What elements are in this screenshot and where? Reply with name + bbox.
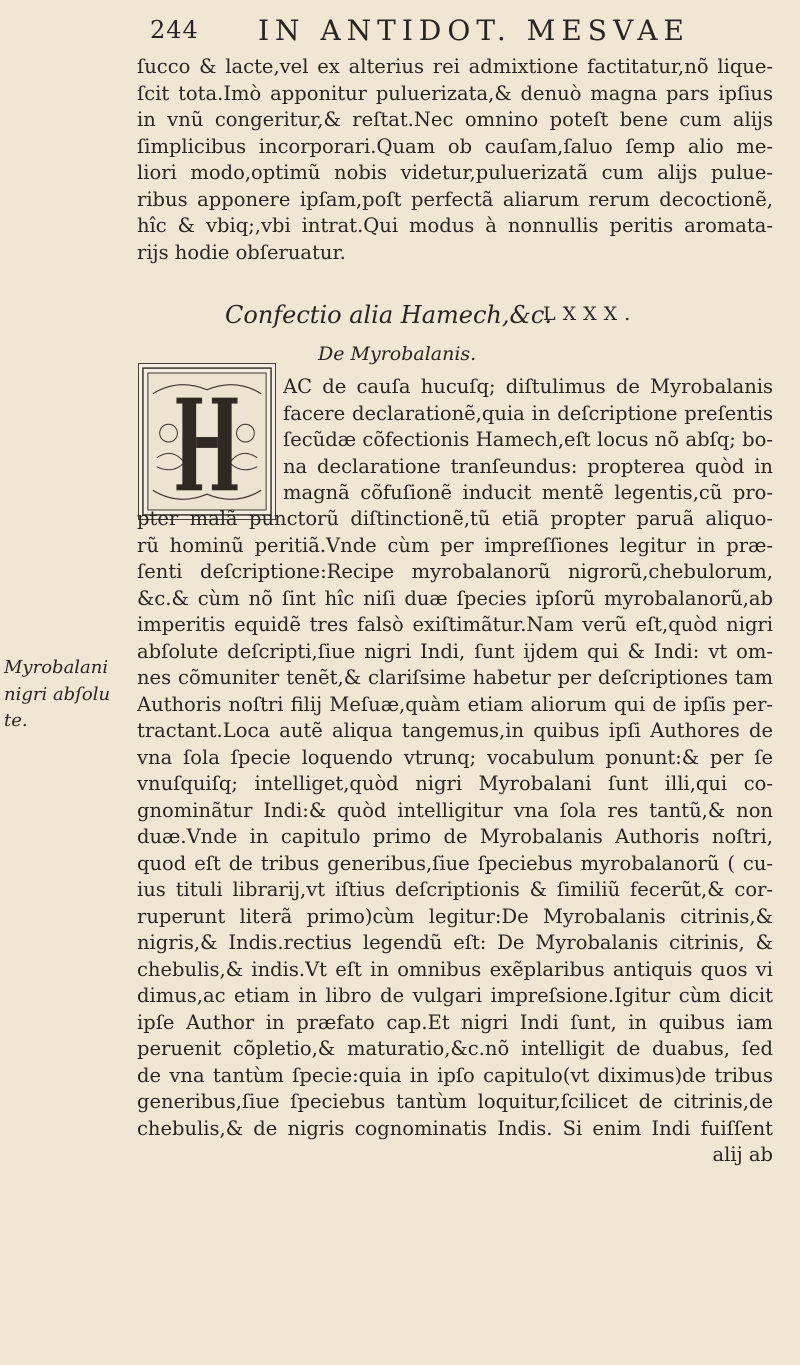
section-title: Confectio alia Hamech,&c. bbox=[225, 301, 552, 329]
margin-note-line: te. bbox=[4, 710, 28, 731]
text-line: dimus,ac etiam in libro de vulgari impreſsione.Igitur cùm dicit bbox=[137, 984, 773, 1007]
text-line: vna ſola ſpecie loquendo vtrunq; vocabulum ponunt:& per ſe bbox=[137, 745, 773, 769]
text-line: rijs hodie obſeruatur. bbox=[137, 240, 346, 264]
text-line: ipſe Author in præfato cap.Et nigri Indi ſunt, in quibus iam bbox=[137, 1010, 773, 1034]
text-line: facere declarationẽ,quia in deſcriptione preſentis bbox=[283, 401, 773, 425]
text-line: abſolute deſcripti,ſiue nigri Indi, ſunt ijdem qui & Indi: vt om- bbox=[137, 639, 773, 663]
main-text bbox=[137, 506, 773, 1142]
paragraph-top bbox=[137, 54, 773, 266]
catchword: alij ab bbox=[712, 1143, 773, 1166]
margin-note bbox=[4, 655, 134, 735]
text-line: ſcit tota.Imò apponitur puluerizata,& denuò magna pars ipſius bbox=[137, 81, 773, 105]
text-line: chebulis,& indis.Vt eſt in omnibus exẽplaribus antiquis quos vi bbox=[137, 957, 773, 981]
text-line: na declaratione tranſeundus: propterea quòd in bbox=[283, 454, 773, 478]
text-line: liori modo,optimũ nobis videtur,puluerizatã cum alijs pulue- bbox=[137, 161, 773, 184]
text-line: duæ.Vnde in capitulo primo de Myrobalanis Authoris noſtri, bbox=[137, 825, 773, 848]
lines-beside-initial bbox=[283, 374, 773, 507]
text-line: peruenit cõpletio,& maturatio,&c.nõ intelligit de duabus, ſed bbox=[137, 1037, 773, 1060]
text-line: ſimplicibus incorporari.Quam ob cauſam,ſaluo ſemp alio me- bbox=[137, 134, 773, 158]
text-line: in vnũ congeritur,& reſtat.Nec omnino poteſt bene cum alijs bbox=[137, 108, 773, 131]
text-line: gnominãtur Indi:& quòd intelligitur vna ſola res tantũ,& non bbox=[137, 798, 773, 822]
text-line: ius tituli librarij,vt iſtius deſcriptionis & ſimiliũ fecerũt,& cor- bbox=[137, 878, 773, 901]
text-line: imperitis equidẽ tres falsò exiſtimãtur.Nam verũ eſt,quòd nigri bbox=[137, 613, 773, 636]
woodcut-initial-icon bbox=[139, 364, 275, 519]
text-line: Authoris noſtri filij Meſuæ,quàm etiam aliorum qui de ipſis per- bbox=[137, 692, 773, 716]
text-line: ribus apponere ipſam,poſt perfectã aliarum rerum decoctionẽ, bbox=[137, 187, 773, 211]
text-line: hîc & vbiq;,vbi intrat.Qui modus à nonnullis peritis aromata- bbox=[137, 214, 773, 237]
text-line: ſecũdæ cõfectionis Hamech,eſt locus nõ abſq; bo- bbox=[283, 428, 773, 451]
page-header bbox=[150, 14, 760, 50]
text-line: AC de cauſa hucuſq; diſtulimus de Myrobalanis bbox=[283, 375, 773, 398]
running-head: IN ANTIDOT. MESVAE bbox=[258, 14, 690, 47]
decorated-initial-h bbox=[138, 363, 276, 520]
text-line: chebulis,& de nigris cognominatis Indis. Si enim Indi fuiſſent bbox=[137, 1116, 773, 1140]
section-heading bbox=[225, 301, 725, 329]
text-line: pter malã punctorũ diſtinctionẽ,tũ etiã propter paruã aliquo- bbox=[137, 507, 773, 530]
page-number: 244 bbox=[150, 16, 199, 44]
text-line: &c.& cùm nõ ſint hîc niſi duæ ſpecies ipſorũ myrobalanorũ,ab bbox=[137, 586, 773, 610]
text-line: generibus,ſiue ſpeciebus tantùm loquitur,ſcilicet de citrinis,de bbox=[137, 1090, 773, 1113]
section-subheading: De Myrobalanis. bbox=[318, 343, 477, 365]
text-line: rũ hominũ peritiã.Vnde cùm per impreſſiones legitur in præ- bbox=[137, 533, 773, 557]
text-line: tractant.Loca autẽ aliqua tangemus,in quibus ipſi Authores de bbox=[137, 719, 773, 742]
margin-note-line: nigri abſolu bbox=[4, 683, 111, 705]
text-line: ruperunt literã primo)cùm legitur:De Myrobalanis citrinis,& bbox=[137, 904, 773, 928]
margin-note-line: Myrobalani bbox=[4, 657, 109, 678]
text-line: de vna tantùm ſpecie:quia in ipſo capitulo(vt diximus)de tribus bbox=[137, 1063, 773, 1087]
text-line: ſucco & lacte,vel ex alterius rei admixtione factitatur,nõ lique- bbox=[137, 55, 773, 78]
text-line: nigris,& Indis.rectius legendũ eſt: De Myrobalanis citrinis, & bbox=[137, 931, 773, 954]
text-line: ſenti deſcriptione:Recipe myrobalanorũ nigrorũ,chebulorum, bbox=[137, 560, 773, 583]
text-line: nes cõmuniter tenẽt,& clariſsime habetur per deſcriptiones tam bbox=[137, 666, 773, 689]
text-line: vnuſquiſq; intelliget,quòd nigri Myrobalani ſunt illi,qui co- bbox=[137, 772, 773, 795]
text-line: quod eſt de tribus generibus,ſiue ſpeciebus myrobalanorũ ( cu- bbox=[137, 851, 773, 875]
catchword-row bbox=[137, 1142, 773, 1169]
text-line: magnã cõfuſionẽ inducit mentẽ legentis,cũ pro- bbox=[283, 481, 773, 504]
section-numeral: LXXX. bbox=[543, 303, 638, 325]
